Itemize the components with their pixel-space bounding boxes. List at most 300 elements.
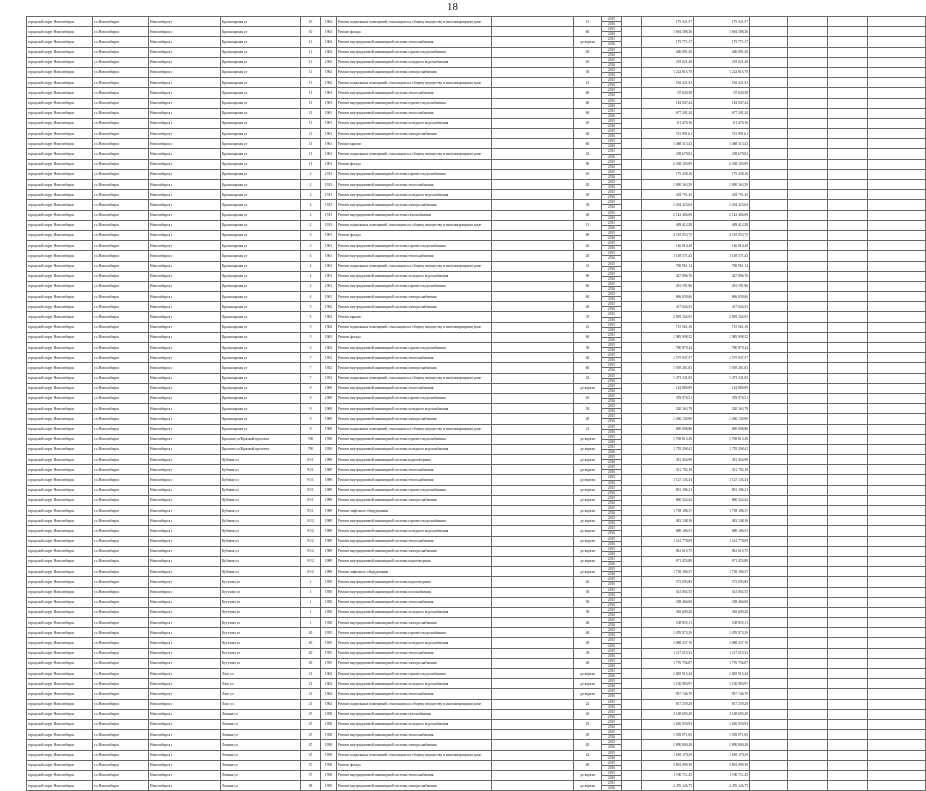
- cost-cell-fund: 266 891,26: [694, 47, 750, 57]
- cost-cell-total: 266 891,26: [642, 47, 694, 57]
- empty-cell: [868, 169, 926, 179]
- end-year: 2016: [607, 42, 616, 47]
- empty-cell: [788, 88, 828, 98]
- municipality-cell: городской округ Новосибирск: [27, 404, 93, 414]
- empty-cell: [788, 760, 828, 770]
- settlement-cell: Новосибирск г: [149, 129, 221, 139]
- end-year: 2016: [607, 704, 616, 709]
- cost-cell-fund: 1 708 813,49: [694, 434, 750, 444]
- empty-cell: [788, 781, 828, 791]
- empty-cell: [828, 139, 868, 149]
- empty-cell: [828, 200, 868, 210]
- unit-cell: [492, 750, 574, 760]
- street-cell: Кубовая ул: [221, 546, 301, 556]
- build-year-cell: 1962: [321, 689, 337, 699]
- start-year-cell: [602, 343, 622, 353]
- unit-cell: [492, 597, 574, 607]
- empty-cell: [828, 567, 868, 577]
- table-row: [27, 47, 926, 57]
- start-year-cell: [602, 404, 622, 414]
- build-year-cell: 1989: [321, 556, 337, 566]
- work-type-cell: Ремонт внутридомовой инженерной системы горячего водоснабжения: [337, 434, 492, 444]
- empty-cell: [828, 546, 868, 556]
- street-cell: Кутузова ул: [221, 648, 301, 658]
- settlement-cell: Новосибирск г: [149, 730, 221, 740]
- empty-cell: [828, 475, 868, 485]
- empty-cell: [868, 404, 926, 414]
- municipal-district-cell: г.о.Новосибирск: [93, 292, 149, 302]
- table-row: [27, 689, 926, 699]
- house-number-cell: 21: [301, 699, 321, 709]
- build-year-cell: 1989: [321, 475, 337, 485]
- work-type-cell: Ремонт внутридомовой инженерной системы теплоснабжения: [337, 88, 492, 98]
- end-year: 2016: [607, 174, 616, 179]
- table-row: [27, 343, 926, 353]
- table-row: [27, 434, 926, 444]
- work-type-cell: Ремонт подвальных помещений, относящихся к общему имуществу в многоквартирном доме: [337, 261, 492, 271]
- unit-cell: [492, 444, 574, 454]
- cost-cell-1: [622, 343, 642, 353]
- work-type-cell: Ремонт внутридомовой инженерной системы водоотведения: [337, 455, 492, 465]
- unit-cell: [492, 760, 574, 770]
- unit-cell: [492, 312, 574, 322]
- settlement-cell: Новосибирск г: [149, 190, 221, 200]
- period-cell: 60: [574, 108, 602, 118]
- empty-cell: [868, 516, 926, 526]
- empty-cell: [750, 709, 788, 719]
- cost-cell-fund: 1 136 983,97: [694, 679, 750, 689]
- cost-cell-1: [622, 607, 642, 617]
- cost-cell-fund: 409 412,58: [694, 220, 750, 230]
- municipality-cell: городской округ Новосибирск: [27, 190, 93, 200]
- table-row: [27, 526, 926, 536]
- municipality-cell: городской округ Новосибирск: [27, 312, 93, 322]
- period-cell: 40: [574, 129, 602, 139]
- build-year-cell: 1961: [321, 241, 337, 251]
- settlement-cell: Новосибирск г: [149, 169, 221, 179]
- empty-cell: [828, 587, 868, 597]
- empty-cell: [868, 628, 926, 638]
- empty-cell: [828, 750, 868, 760]
- start-year: 2015: [602, 68, 621, 73]
- street-cell: Красноярская ул: [221, 322, 301, 332]
- start-year: 2015: [602, 190, 621, 195]
- empty-cell: [750, 465, 788, 475]
- unit-cell: [492, 719, 574, 729]
- start-year-cell: [602, 251, 622, 261]
- work-type-cell: Ремонт внутридомовой инженерной системы электроснабжения: [337, 658, 492, 668]
- house-number-cell: 13: [301, 108, 321, 118]
- street-cell: Красноярская ул: [221, 363, 301, 373]
- build-year-cell: 1958: [321, 740, 337, 750]
- cost-cell-1: [622, 241, 642, 251]
- municipality-cell: городской округ Новосибирск: [27, 699, 93, 709]
- street-cell: Кутузова ул: [221, 628, 301, 638]
- municipal-district-cell: г.о.Новосибирск: [93, 455, 149, 465]
- cost-cell-fund: 817 259,29: [694, 699, 750, 709]
- municipality-cell: городской округ Новосибирск: [27, 363, 93, 373]
- settlement-cell: Новосибирск г: [149, 455, 221, 465]
- build-year-cell: 1989: [321, 495, 337, 505]
- empty-cell: [828, 740, 868, 750]
- empty-cell: [788, 332, 828, 342]
- start-year: 2015: [602, 241, 621, 246]
- start-year-cell: [602, 658, 622, 668]
- settlement-cell: Новосибирск г: [149, 404, 221, 414]
- empty-cell: [868, 526, 926, 536]
- table-row: [27, 322, 926, 332]
- period-cell: 15: [574, 17, 602, 27]
- street-cell: Лазо ул: [221, 699, 301, 709]
- municipal-district-cell: г.о.Новосибирск: [93, 750, 149, 760]
- settlement-cell: Новосибирск г: [149, 719, 221, 729]
- table-row: [27, 210, 926, 220]
- cost-cell-fund: 860 522,42: [694, 495, 750, 505]
- unit-cell: [492, 373, 574, 383]
- cost-cell-total: 860 522,42: [642, 495, 694, 505]
- house-number-cell: 13: [301, 129, 321, 139]
- street-cell: Красноярская ул: [221, 230, 301, 240]
- cost-cell-total: 1 127 143,34: [642, 475, 694, 485]
- build-year-cell: 1961: [321, 129, 337, 139]
- build-year-cell: 1950: [321, 577, 337, 587]
- empty-cell: [788, 230, 828, 240]
- start-year: 2015: [602, 211, 621, 216]
- start-year-cell: [602, 169, 622, 179]
- cost-cell-total: 175 258,16: [642, 169, 694, 179]
- start-year: 2015: [602, 302, 621, 307]
- cost-cell-fund: 175 771,17: [694, 37, 750, 47]
- settlement-cell: Новосибирск г: [149, 628, 221, 638]
- empty-cell: [868, 281, 926, 291]
- municipality-cell: городской округ Новосибирск: [27, 129, 93, 139]
- cost-cell-fund: 451 564,98: [694, 455, 750, 465]
- street-cell: Кубовая ул: [221, 526, 301, 536]
- street-cell: Крылова ул/Красный проспект: [221, 444, 301, 454]
- cost-cell-total: 143 869,89: [642, 383, 694, 393]
- municipal-district-cell: г.о.Новосибирск: [93, 129, 149, 139]
- end-year: 2016: [607, 144, 616, 149]
- period-cell: 21: [574, 322, 602, 332]
- empty-cell: [788, 220, 828, 230]
- period-cell: 21: [574, 424, 602, 434]
- empty-cell: [788, 17, 828, 27]
- cost-cell-fund: 238 679,02: [694, 149, 750, 159]
- street-cell: Красноярская ул: [221, 47, 301, 57]
- municipal-district-cell: г.о.Новосибирск: [93, 679, 149, 689]
- unit-cell: [492, 129, 574, 139]
- empty-cell: [750, 719, 788, 729]
- empty-cell: [750, 332, 788, 342]
- end-year: 2016: [607, 62, 616, 67]
- settlement-cell: Новосибирск г: [149, 302, 221, 312]
- period-cell: 20: [574, 180, 602, 190]
- unit-cell: [492, 281, 574, 291]
- settlement-cell: Новосибирск г: [149, 312, 221, 322]
- cost-cell-total: 2 168 693,28: [642, 709, 694, 719]
- municipality-cell: городской округ Новосибирск: [27, 638, 93, 648]
- work-type-cell: Ремонт внутридомовой инженерной системы электроснабжения: [337, 200, 492, 210]
- end-year: 2016: [607, 113, 616, 118]
- empty-cell: [788, 638, 828, 648]
- cost-cell-1: [622, 567, 642, 577]
- municipal-district-cell: г.о.Новосибирск: [93, 180, 149, 190]
- build-year-cell: 1958: [321, 750, 337, 760]
- unit-cell: [492, 180, 574, 190]
- empty-cell: [750, 770, 788, 780]
- empty-cell: [868, 679, 926, 689]
- table-row: [27, 98, 926, 108]
- period-cell: до апреля: [574, 669, 602, 679]
- empty-cell: [828, 27, 868, 37]
- empty-cell: [750, 628, 788, 638]
- empty-cell: [868, 567, 926, 577]
- house-number-cell: 91/2: [301, 546, 321, 556]
- cost-cell-total: 957 146,70: [642, 689, 694, 699]
- start-year-cell: [602, 485, 622, 495]
- cost-cell-1: [622, 118, 642, 128]
- build-year-cell: 1989: [321, 465, 337, 475]
- empty-cell: [788, 373, 828, 383]
- cost-cell-1: [622, 577, 642, 587]
- end-year: 2016: [607, 623, 616, 628]
- empty-cell: [750, 353, 788, 363]
- empty-cell: [868, 118, 926, 128]
- street-cell: Кутузова ул: [221, 587, 301, 597]
- empty-cell: [788, 434, 828, 444]
- municipality-cell: городской округ Новосибирск: [27, 210, 93, 220]
- start-year: 2015: [602, 292, 621, 297]
- street-cell: Красноярская ул: [221, 404, 301, 414]
- end-year: 2016: [607, 185, 616, 190]
- work-type-cell: Ремонт внутридомовой инженерной системы теплоснабжения: [337, 730, 492, 740]
- start-year-cell: [602, 628, 622, 638]
- settlement-cell: Новосибирск г: [149, 393, 221, 403]
- empty-cell: [868, 108, 926, 118]
- unit-cell: [492, 220, 574, 230]
- house-number-cell: 700: [301, 434, 321, 444]
- cost-cell-1: [622, 281, 642, 291]
- empty-cell: [750, 98, 788, 108]
- empty-cell: [788, 770, 828, 780]
- municipality-cell: городской округ Новосибирск: [27, 455, 93, 465]
- work-type-cell: Ремонт внутридомовой инженерной системы холодного водоснабжения: [337, 404, 492, 414]
- work-type-cell: Ремонт внутридомовой инженерной системы электроснабжения: [337, 302, 492, 312]
- cost-cell-fund: 2 476 126,75: [694, 781, 750, 791]
- settlement-cell: Новосибирск г: [149, 88, 221, 98]
- cost-cell-total: 417 626,53: [642, 302, 694, 312]
- empty-cell: [750, 169, 788, 179]
- empty-cell: [750, 363, 788, 373]
- cost-cell-total: 409 412,58: [642, 220, 694, 230]
- build-year-cell: 1961: [321, 159, 337, 169]
- start-year: 2015: [602, 496, 621, 501]
- start-year-cell: [602, 149, 622, 159]
- end-year: 2016: [607, 378, 616, 383]
- empty-cell: [788, 312, 828, 322]
- street-cell: Кубовая ул: [221, 516, 301, 526]
- table-row: [27, 292, 926, 302]
- cost-cell-1: [622, 149, 642, 159]
- cost-cell-1: [622, 404, 642, 414]
- settlement-cell: Новосибирск г: [149, 536, 221, 546]
- cost-cell-1: [622, 108, 642, 118]
- unit-cell: [492, 475, 574, 485]
- table-row: [27, 88, 926, 98]
- settlement-cell: Новосибирск г: [149, 679, 221, 689]
- cost-cell-1: [622, 393, 642, 403]
- empty-cell: [750, 292, 788, 302]
- cost-cell-1: [622, 88, 642, 98]
- settlement-cell: Новосибирск г: [149, 149, 221, 159]
- unit-cell: [492, 536, 574, 546]
- start-year-cell: [602, 455, 622, 465]
- municipal-district-cell: г.о.Новосибирск: [93, 628, 149, 638]
- empty-cell: [788, 118, 828, 128]
- work-type-cell: Ремонт внутридомовой инженерной системы водоотведения: [337, 556, 492, 566]
- empty-cell: [788, 424, 828, 434]
- municipal-district-cell: г.о.Новосибирск: [93, 618, 149, 628]
- work-type-cell: Ремонт внутридомовой инженерной системы горячего водоснабжения: [337, 281, 492, 291]
- street-cell: Лазо ул: [221, 669, 301, 679]
- period-cell: 20: [574, 57, 602, 67]
- municipal-district-cell: г.о.Новосибирск: [93, 393, 149, 403]
- cost-cell-fund: 1 266 130,89: [694, 414, 750, 424]
- start-year: 2015: [602, 730, 621, 735]
- empty-cell: [750, 414, 788, 424]
- empty-cell: [868, 271, 926, 281]
- house-number-cell: 2: [301, 210, 321, 220]
- build-year-cell: 1962: [321, 699, 337, 709]
- unit-cell: [492, 139, 574, 149]
- street-cell: Ленина ул: [221, 719, 301, 729]
- unit-cell: [492, 393, 574, 403]
- empty-cell: [828, 332, 868, 342]
- street-cell: Ленина ул: [221, 730, 301, 740]
- municipal-district-cell: г.о.Новосибирск: [93, 210, 149, 220]
- cost-cell-fund: 1 222 813,70: [694, 67, 750, 77]
- unit-cell: [492, 709, 574, 719]
- house-number-cell: 21: [301, 689, 321, 699]
- empty-cell: [868, 190, 926, 200]
- settlement-cell: Новосибирск г: [149, 607, 221, 617]
- cost-cell-total: 1 473 341,05: [642, 373, 694, 383]
- empty-cell: [868, 67, 926, 77]
- start-year-cell: [602, 750, 622, 760]
- empty-cell: [868, 302, 926, 312]
- cost-cell-total: 1 136 983,97: [642, 679, 694, 689]
- cost-cell-total: 1 222 813,70: [642, 67, 694, 77]
- empty-cell: [788, 292, 828, 302]
- cost-cell-total: 1 639 179,29: [642, 750, 694, 760]
- municipality-cell: городской округ Новосибирск: [27, 322, 93, 332]
- end-year: 2016: [607, 399, 616, 404]
- table-row: [27, 169, 926, 179]
- build-year-cell: 1955: [321, 658, 337, 668]
- build-year-cell: 1989: [321, 536, 337, 546]
- empty-cell: [750, 129, 788, 139]
- empty-cell: [868, 699, 926, 709]
- empty-cell: [788, 98, 828, 108]
- cost-cell-1: [622, 719, 642, 729]
- house-number-cell: 9: [301, 393, 321, 403]
- cost-cell-fund: 680 186,51: [694, 526, 750, 536]
- build-year-cell: 1962: [321, 67, 337, 77]
- cost-cell-1: [622, 373, 642, 383]
- empty-cell: [750, 760, 788, 770]
- period-cell: 60: [574, 363, 602, 373]
- end-year: 2016: [607, 337, 616, 342]
- period-cell: до апреля: [574, 546, 602, 556]
- unit-cell: [492, 88, 574, 98]
- empty-cell: [828, 302, 868, 312]
- street-cell: Кубовая ул: [221, 465, 301, 475]
- end-year: 2016: [607, 684, 616, 689]
- cost-cell-1: [622, 434, 642, 444]
- table-row: [27, 760, 926, 770]
- empty-cell: [788, 200, 828, 210]
- settlement-cell: Новосибирск г: [149, 506, 221, 516]
- start-year: 2015: [602, 516, 621, 521]
- empty-cell: [750, 475, 788, 485]
- period-cell: до апреля: [574, 495, 602, 505]
- empty-cell: [788, 719, 828, 729]
- empty-cell: [788, 577, 828, 587]
- empty-cell: [750, 506, 788, 516]
- unit-cell: [492, 27, 574, 37]
- municipality-cell: городской округ Новосибирск: [27, 149, 93, 159]
- period-cell: 30: [574, 343, 602, 353]
- cost-cell-total: 1 266 130,89: [642, 414, 694, 424]
- cost-cell-1: [622, 220, 642, 230]
- cost-cell-1: [622, 230, 642, 240]
- empty-cell: [788, 180, 828, 190]
- cost-cell-fund: 1 065 915,24: [694, 669, 750, 679]
- cost-cell-fund: 1 639 179,29: [694, 750, 750, 760]
- cost-cell-fund: 1 575 047,57: [694, 353, 750, 363]
- cost-cell-total: 871 455,89: [642, 556, 694, 566]
- table-row: [27, 108, 926, 118]
- empty-cell: [788, 465, 828, 475]
- cost-cell-total: 1 036 930,94: [642, 719, 694, 729]
- cost-cell-1: [622, 556, 642, 566]
- street-cell: Красноярская ул: [221, 190, 301, 200]
- build-year-cell: 1961: [321, 88, 337, 98]
- empty-cell: [750, 108, 788, 118]
- end-year: 2016: [607, 725, 616, 730]
- empty-cell: [750, 343, 788, 353]
- empty-cell: [868, 577, 926, 587]
- empty-cell: [868, 47, 926, 57]
- unit-cell: [492, 424, 574, 434]
- start-year-cell: [602, 495, 622, 505]
- start-year: 2015: [602, 333, 621, 338]
- cost-cell-total: 700 961,14: [642, 261, 694, 271]
- cost-cell-fund: 1 738 186,37: [694, 567, 750, 577]
- house-number-cell: 10: [301, 17, 321, 27]
- cost-cell-1: [622, 271, 642, 281]
- municipal-district-cell: г.о.Новосибирск: [93, 67, 149, 77]
- municipal-district-cell: г.о.Новосибирск: [93, 699, 149, 709]
- house-number-cell: 91/2: [301, 556, 321, 566]
- period-cell: 40: [574, 414, 602, 424]
- settlement-cell: Новосибирск г: [149, 281, 221, 291]
- end-year: 2016: [607, 541, 616, 546]
- cost-cell-fund: 1 738 186,37: [694, 506, 750, 516]
- build-year-cell: 1958: [321, 730, 337, 740]
- build-year-cell: 1961: [321, 281, 337, 291]
- start-year: 2015: [602, 659, 621, 664]
